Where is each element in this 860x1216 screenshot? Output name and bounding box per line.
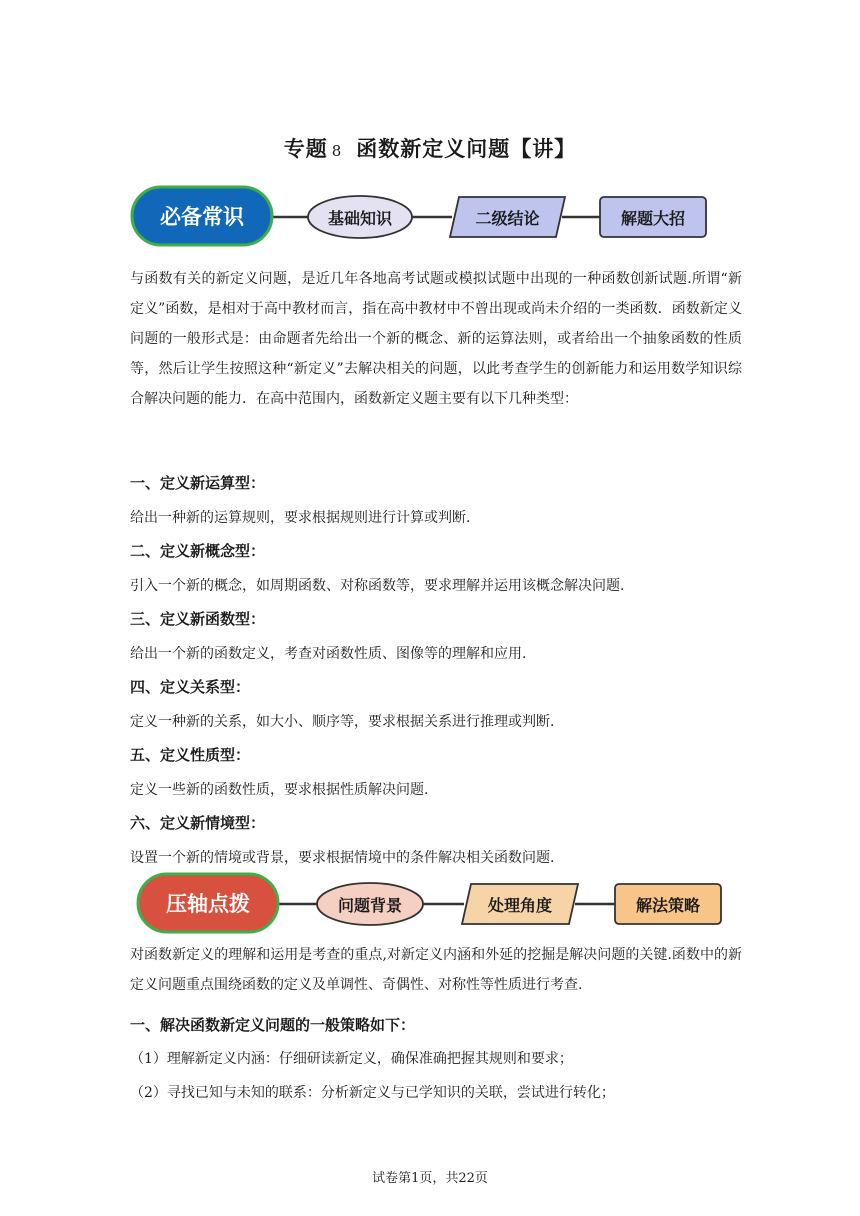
type-heading: 五、定义性质型：	[130, 746, 251, 764]
type-heading: 四、定义关系型：	[130, 678, 251, 696]
banner-sub-label: 问题背景	[337, 895, 402, 915]
type-description: 给出一种新的运算规则，要求根据规则进行计算或判断.	[130, 510, 471, 526]
key-points-paragraph: 对函数新定义的理解和运用是考查的重点,对新定义内涵和外延的挖掘是解决问题的关键.函数中的新定义问题重点围绕函数的定义及单调性、奇偶性、对称性等性质进行考查.	[130, 947, 742, 993]
strategy-item: （1）理解新定义内涵：仔细研读新定义，确保准确把握其规则和要求；	[130, 1051, 573, 1067]
type-description: 定义一些新的函数性质，要求根据性质解决问题.	[130, 782, 429, 798]
type-heading: 一、定义新运算型：	[130, 474, 266, 492]
banner-sub-label: 解题大招	[620, 208, 685, 228]
strategy-item: （2）寻找已知与未知的联系：分析新定义与已学知识的关联，尝试进行转化；	[130, 1085, 615, 1101]
page-title	[0, 133, 860, 163]
banner-sub-label: 处理角度	[487, 895, 552, 915]
intro-paragraph: 与函数有关的新定义问题，是近几年各地高考试题或模拟试题中出现的一种函数创新试题.所谓“新定义”函数，是相对于高中教材而言，指在高中教材中不曾出现或尚未介绍的一类函数．函数新定义问题的一般形式是：由命题者先给出一个新的概念、新的运算法则，或者给出一个抽象函数的性质等，然后让学生按照这种“新定义”去解决相关的问题，以此考查学生的创新能力和运用数学知识综合解决问题的能力．在高中范围内，函数新定义题主要有以下几种类型：	[130, 271, 742, 407]
banner-key-points	[130, 872, 730, 936]
banner-main-label: 压轴点拨	[166, 892, 250, 916]
strategy-heading: 一、解决函数新定义问题的一般策略如下：	[130, 1016, 416, 1034]
page-footer: 试卷第1页，共22页	[372, 1171, 488, 1186]
type-heading: 六、定义新情境型：	[130, 814, 266, 832]
banner-essentials	[130, 185, 730, 249]
title-number: 8	[331, 142, 343, 160]
title-rest: 函数新定义问题【讲】	[356, 137, 577, 161]
banner-sub-label: 解法策略	[635, 895, 700, 915]
title-text: 专题	[283, 137, 328, 161]
banner-sub-label: 二级结论	[475, 208, 540, 228]
banner-sub-label: 基础知识	[327, 208, 392, 228]
type-description: 引入一个新的概念，如周期函数、对称函数等，要求理解并运用该概念解决问题.	[130, 578, 625, 594]
type-heading: 二、定义新概念型：	[130, 542, 266, 560]
type-description: 定义一种新的关系，如大小、顺序等，要求根据关系进行推理或判断.	[130, 714, 555, 730]
type-heading: 三、定义新函数型：	[130, 610, 266, 628]
type-description: 设置一个新的情境或背景，要求根据情境中的条件解决相关函数问题.	[130, 850, 555, 866]
type-description: 给出一个新的函数定义，考查对函数性质、图像等的理解和应用.	[130, 646, 527, 662]
banner-main-label: 必备常识	[160, 205, 244, 229]
